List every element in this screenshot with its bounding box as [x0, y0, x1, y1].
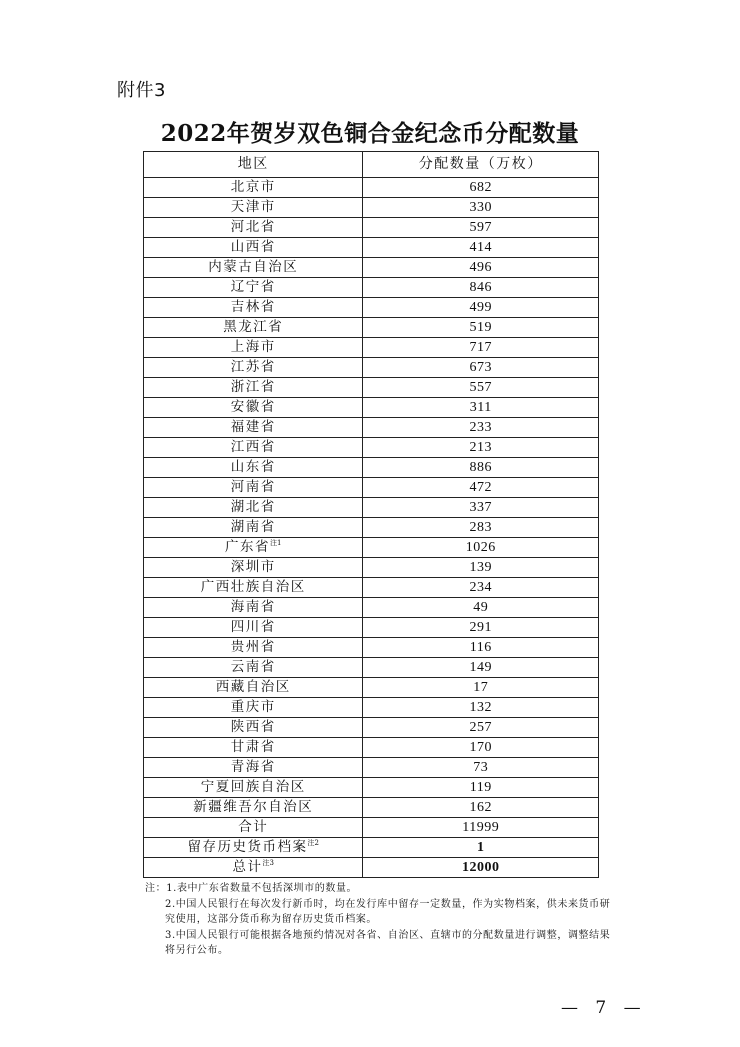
region-cell: [144, 258, 363, 278]
table-row: [144, 738, 599, 758]
region-name: 广西壮族自治区: [200, 579, 306, 595]
region-name: 重庆市: [230, 699, 276, 715]
table-row: [144, 178, 599, 198]
quantity-cell: 233: [363, 418, 599, 438]
region-name: 留存历史货币档案: [187, 839, 308, 855]
region-cell: [144, 558, 363, 578]
quantity-cell: 257: [363, 718, 599, 738]
quantity-cell: 170: [363, 738, 599, 758]
quantity-cell: 149: [363, 658, 599, 678]
region-name: 广东省: [225, 539, 270, 555]
table-row: [144, 278, 599, 298]
footnote-marker: 注1: [270, 539, 282, 547]
table-row: [144, 438, 599, 458]
quantity-cell: 337: [363, 498, 599, 518]
region-name: 深圳市: [230, 559, 276, 575]
table-row: [144, 198, 599, 218]
quantity-cell: 213: [363, 438, 599, 458]
region-cell: [144, 738, 363, 758]
region-cell: [144, 578, 363, 598]
quantity-cell: 116: [363, 638, 599, 658]
quantity-cell: 886: [363, 458, 599, 478]
distribution-table: [143, 151, 599, 878]
region-cell: [144, 318, 363, 338]
quantity-cell: 1: [363, 838, 599, 858]
quantity-cell: 119: [363, 778, 599, 798]
table-row: [144, 538, 599, 558]
region-cell: [144, 718, 363, 738]
quantity-cell: 17: [363, 678, 599, 698]
table-row: [144, 398, 599, 418]
region-name: 吉林省: [230, 299, 276, 315]
table-row: [144, 798, 599, 818]
region-cell: [144, 298, 363, 318]
region-cell: [144, 378, 363, 398]
region-name: 北京市: [230, 179, 276, 195]
quantity-cell: 132: [363, 698, 599, 718]
region-name: 四川省: [230, 619, 276, 635]
region-name: 新疆维吾尔自治区: [193, 799, 314, 815]
region-name: 内蒙古自治区: [208, 259, 299, 275]
region-name: 上海市: [230, 339, 276, 355]
region-name: 湖北省: [230, 499, 276, 515]
region-name: 安徽省: [230, 399, 276, 415]
region-cell: [144, 778, 363, 798]
region-cell: [144, 498, 363, 518]
region-cell: [144, 398, 363, 418]
quantity-cell: 283: [363, 518, 599, 538]
region-cell: [144, 698, 363, 718]
region-name: 河北省: [230, 219, 276, 235]
quantity-cell: 846: [363, 278, 599, 298]
table-row: [144, 478, 599, 498]
quantity-cell: 330: [363, 198, 599, 218]
quantity-cell: 673: [363, 358, 599, 378]
region-name: 合计: [238, 819, 269, 835]
table-row: [144, 858, 599, 878]
header-region: 地区: [144, 152, 363, 178]
footnote-marker: 注3: [262, 859, 274, 867]
quantity-cell: 499: [363, 298, 599, 318]
quantity-cell: 49: [363, 598, 599, 618]
region-cell: [144, 758, 363, 778]
region-cell: [144, 218, 363, 238]
region-cell: [144, 438, 363, 458]
table-row: [144, 218, 599, 238]
region-name: 黑龙江省: [223, 319, 284, 335]
region-name: 江苏省: [230, 359, 276, 375]
region-name: 天津市: [230, 199, 276, 215]
region-cell: [144, 598, 363, 618]
table-row: [144, 358, 599, 378]
table-row: [144, 778, 599, 798]
region-cell: [144, 198, 363, 218]
table-row: [144, 758, 599, 778]
quantity-cell: 472: [363, 478, 599, 498]
attachment-label: 附件3: [117, 80, 166, 101]
region-name: 山西省: [230, 239, 276, 255]
region-name: 海南省: [230, 599, 276, 615]
region-cell: [144, 678, 363, 698]
region-cell: [144, 618, 363, 638]
footnote-3: 3.中国人民银行可能根据各地预约情况对各省、自治区、直辖市的分配数量进行调整，调整结果将另行公布。: [165, 929, 611, 956]
table-body: [144, 178, 599, 878]
table-row: [144, 598, 599, 618]
region-cell: [144, 338, 363, 358]
table-row: [144, 558, 599, 578]
quantity-cell: 234: [363, 578, 599, 598]
region-name: 江西省: [230, 439, 276, 455]
quantity-cell: 12000: [363, 858, 599, 878]
table-row: [144, 498, 599, 518]
quantity-cell: 311: [363, 398, 599, 418]
quantity-cell: 414: [363, 238, 599, 258]
region-name: 总计: [232, 859, 263, 875]
table-row: [144, 578, 599, 598]
region-cell: [144, 818, 363, 838]
region-cell: [144, 278, 363, 298]
region-name: 青海省: [230, 759, 276, 775]
table-row: [144, 318, 599, 338]
quantity-cell: 73: [363, 758, 599, 778]
region-cell: [144, 538, 363, 558]
footnote-1: 注：1.表中广东省数量不包括深圳市的数量。: [145, 883, 358, 894]
footnote-2: 2.中国人民银行在每次发行新币时，均在发行库中留存一定数量，作为实物档案，供未来货币研究使用，这部分货币称为留存历史货币档案。: [165, 898, 611, 925]
quantity-cell: 139: [363, 558, 599, 578]
table-row: [144, 298, 599, 318]
table-header-row: [144, 152, 599, 178]
table-row: [144, 418, 599, 438]
footnote-marker: 注2: [307, 839, 319, 847]
region-cell: [144, 238, 363, 258]
page-title: 2022年贺岁双色铜合金纪念币分配数量: [160, 120, 580, 147]
table-row: [144, 838, 599, 858]
table-row: [144, 518, 599, 538]
quantity-cell: 496: [363, 258, 599, 278]
quantity-cell: 519: [363, 318, 599, 338]
table-row: [144, 658, 599, 678]
table-row: [144, 378, 599, 398]
region-cell: [144, 638, 363, 658]
table-row: [144, 718, 599, 738]
quantity-cell: 597: [363, 218, 599, 238]
region-name: 浙江省: [230, 379, 276, 395]
region-name: 云南省: [230, 659, 276, 675]
quantity-cell: 717: [363, 338, 599, 358]
region-cell: [144, 518, 363, 538]
region-name: 辽宁省: [230, 279, 276, 295]
region-cell: [144, 858, 363, 878]
table-row: [144, 458, 599, 478]
region-cell: [144, 458, 363, 478]
table-row: [144, 338, 599, 358]
quantity-cell: 682: [363, 178, 599, 198]
quantity-cell: 11999: [363, 818, 599, 838]
quantity-cell: 291: [363, 618, 599, 638]
region-cell: [144, 358, 363, 378]
region-cell: [144, 418, 363, 438]
table-row: [144, 678, 599, 698]
region-name: 宁夏回族自治区: [200, 779, 306, 795]
region-cell: [144, 178, 363, 198]
region-name: 河南省: [230, 479, 276, 495]
table-row: [144, 698, 599, 718]
table-row: [144, 638, 599, 658]
quantity-cell: 162: [363, 798, 599, 818]
region-cell: [144, 838, 363, 858]
region-name: 湖南省: [230, 519, 276, 535]
region-cell: [144, 798, 363, 818]
region-cell: [144, 658, 363, 678]
region-name: 福建省: [230, 419, 276, 435]
table-row: [144, 258, 599, 278]
region-name: 甘肃省: [230, 739, 276, 755]
region-name: 陕西省: [230, 719, 276, 735]
region-name: 贵州省: [230, 639, 276, 655]
region-name: 西藏自治区: [215, 679, 291, 695]
region-name: 山东省: [230, 459, 276, 475]
region-cell: [144, 478, 363, 498]
quantity-cell: 1026: [363, 538, 599, 558]
page-number: — 7 —: [561, 998, 647, 1018]
table-row: [144, 618, 599, 638]
table-row: [144, 818, 599, 838]
table-row: [144, 238, 599, 258]
footnotes: [145, 881, 615, 959]
header-quantity: 分配数量（万枚）: [363, 152, 599, 178]
quantity-cell: 557: [363, 378, 599, 398]
